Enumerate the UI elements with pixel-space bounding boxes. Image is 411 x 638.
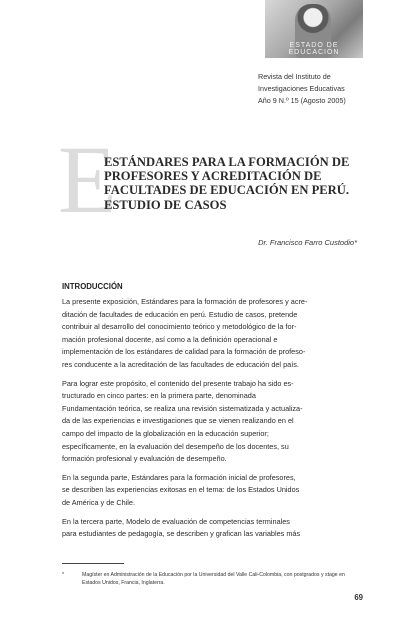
journal-line: Año 9 N.º 15 (Agosto 2005) xyxy=(258,96,346,105)
header-photo xyxy=(265,0,363,58)
body-line: específicamente, en la evaluación del desempeño de los docentes, su xyxy=(62,441,289,451)
body-line: tructurado en cinco partes: en la primera parte, denominada xyxy=(62,391,256,401)
photo-caption: ESTADO DE EDUCACIÓN xyxy=(288,42,340,56)
journal-info xyxy=(258,71,368,107)
body-line: de América y de Chile. xyxy=(62,497,136,507)
decorative-dropcap: E xyxy=(58,126,117,233)
footnote-divider xyxy=(62,563,124,564)
body-line: implementación de los estándares de calidad para la formación de profeso- xyxy=(62,347,306,357)
footnote-mark: * xyxy=(62,572,65,578)
body-line: ditación de facultades de educación en perú. Estudio de casos, pretende xyxy=(62,309,298,319)
article-author: Dr. Francisco Farro Custodio* xyxy=(258,238,357,247)
body-line: La presente exposición, Estándares para la formación de profesores y acre- xyxy=(62,297,308,306)
paragraph-2 xyxy=(62,378,362,466)
title-line: FACULTADES DE EDUCACIÓN EN PERÚ. xyxy=(104,183,350,198)
section-heading: INTRODUCCIÓN xyxy=(62,282,123,291)
body-line: Fundamentación teórica, se realiza una revisión sistematizada y actualiza- xyxy=(62,403,303,413)
article-body xyxy=(62,296,362,547)
body-line: se describen las experiencias exitosas en el tema: de los Estados Unidos xyxy=(62,485,300,495)
paragraph-4 xyxy=(62,516,362,541)
body-line: En la segunda parte, Estándares para la formación inicial de profesores, xyxy=(62,472,296,482)
body-line: campo del impacto de la globalización en la educación superior; xyxy=(62,428,269,438)
body-line: Para lograr este propósito, el contenido del presente trabajo ha sido es- xyxy=(62,378,294,388)
body-line: formación profesional y evaluación de desempeño. xyxy=(62,454,227,464)
title-line: ESTUDIO DE CASOS xyxy=(104,197,227,212)
body-line: res conducente a la acreditación de las facultades de educación del país. xyxy=(62,359,299,369)
title-line: ESTÁNDARES PARA LA FORMACIÓN DE xyxy=(104,155,350,169)
body-line: En la tercera parte, Modelo de evaluación de competencias terminales xyxy=(62,516,290,526)
body-line: mación profesional docente, así como a la definición operacional e xyxy=(62,334,278,344)
page-number: 69 xyxy=(354,593,363,602)
article-title xyxy=(104,155,364,212)
paragraph-1 xyxy=(62,296,362,372)
body-line: contribuir al desarrollo del conocimiento teórico y metodológico de la for- xyxy=(62,322,297,332)
body-line: para estudiantes de pedagogía, se describen y grafican las variables más xyxy=(62,529,301,539)
journal-line: Investigaciones Educativas xyxy=(258,84,345,93)
title-line: PROFESORES Y ACREDITACIÓN DE xyxy=(104,169,322,184)
body-line: da de las experiencias e investigaciones que se vienen realizando en el xyxy=(62,416,294,426)
footnote-text: Magíster en Administración de la Educación por la Universidad del Valle Cali-Colombia, con postgrados y stage en Estados Unidos, Francia, Inglaterra. xyxy=(82,572,345,586)
paragraph-3 xyxy=(62,472,362,510)
journal-line: Revista del Instituto de xyxy=(258,72,331,81)
